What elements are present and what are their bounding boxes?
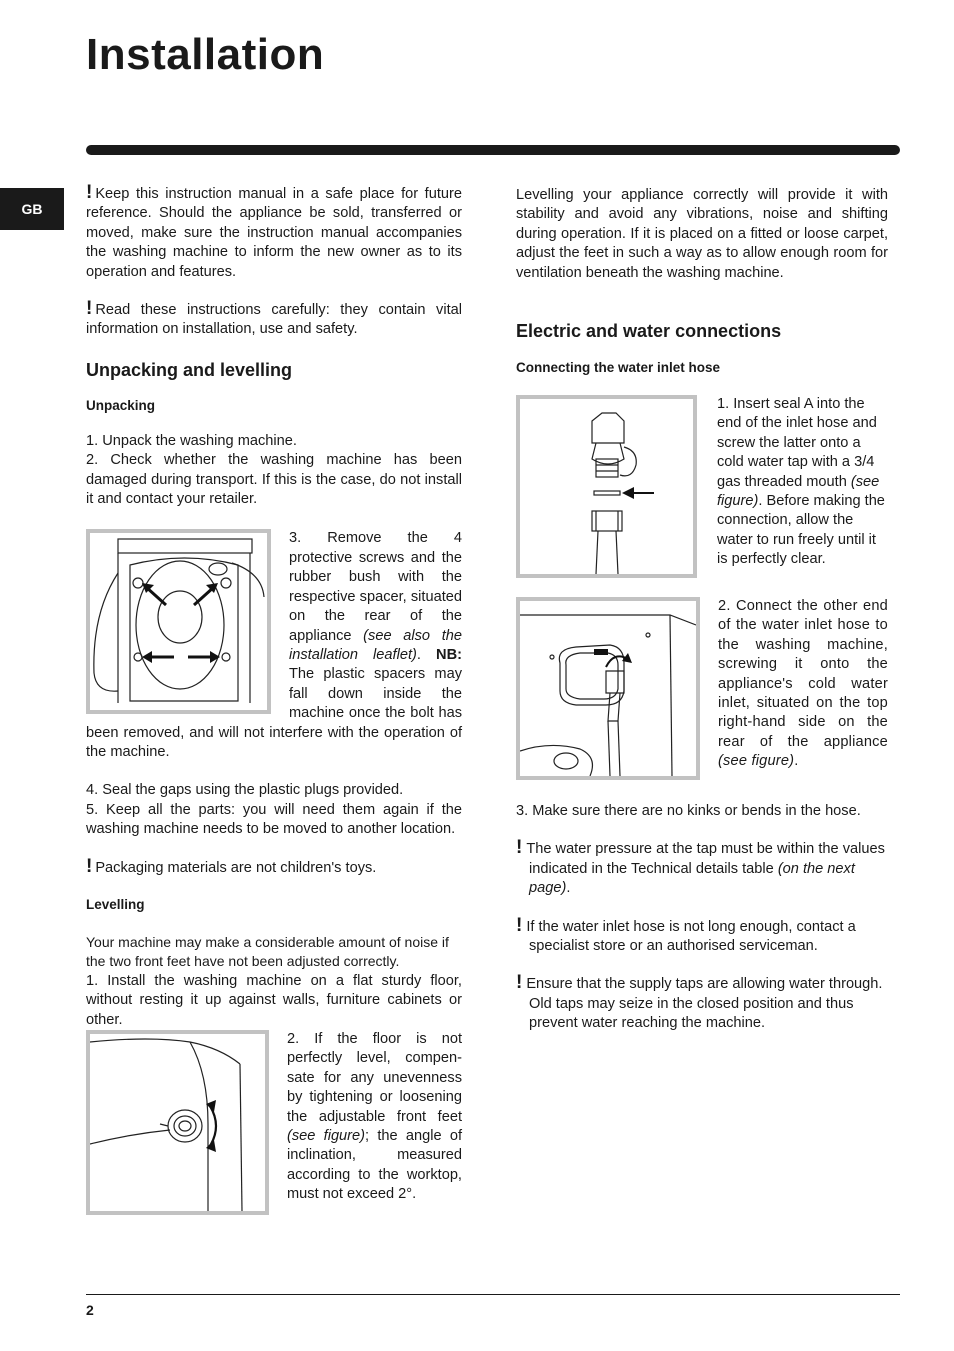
levelling-step-1: 1. Install the washing machine on a flat sturdy floor, without resting it up against walls, furniture cabinets or other.	[86, 972, 462, 1028]
levelling-subheading: Levelling	[86, 896, 145, 912]
pressure-warning: ! The water pressure at the tap must be within the values indicated in the Technical details table (on the next page).	[516, 837, 885, 897]
footer-rule	[86, 1294, 900, 1295]
page-title: Installation	[86, 30, 325, 79]
hose-step-2: 2. Connect the other end of the water inlet hose to the washing machine, screwing it onto the appliance's cold water inlet, situated on the top right-hand side on the rear of the appliance (see figure).	[718, 598, 888, 770]
warning-icon: !	[516, 914, 523, 936]
levelling-paragraph: Levelling your appliance correctly will provide it with stability and avoid any vibrations, noise and shifting during operation. If it is placed on a fitted or loose carpet, adjust the feet in such a way as to allow enough room for ventilation beneath the washing machine.	[516, 187, 888, 281]
inlet-hose-subheading: Connecting the water inlet hose	[516, 360, 721, 376]
machine-inlet-figure	[516, 597, 700, 780]
warning-icon: !	[86, 298, 93, 320]
unpack-step-1: 1. Unpack the washing machine.	[86, 432, 297, 449]
language-tab: GB	[0, 188, 64, 230]
unpack-step-2: 2. Check whether the washing machine has been damaged during transport. If this is the case, do not install it and contact your retailer.	[86, 452, 462, 508]
intro-paragraph-1: ! Keep this instruction manual in a safe place for future reference. Should the appliance be sold, transferred or moved, make sure the instruction manual accompanies the washing machine to inform the new owner as to its operation and features.	[86, 182, 462, 280]
supply-tap-warning: ! Ensure that the supply taps are allowing water through. Old taps may seize in the closed position and thus prevent water reaching the machine.	[516, 972, 883, 1032]
rear-view-figure	[86, 529, 271, 714]
unpacking-subheading: Unpacking	[86, 397, 156, 413]
unpack-step-3: 3. Remove the 4 protective screws and the rubber bush with the respective spacer, situated on the rear of the appliance (see also the installation leaflet). NB: The plastic spacers may fall down inside the machine once the bolt has been removed, and will not interfere with the operation of the machine.	[86, 530, 462, 760]
page-number: 2	[86, 1302, 94, 1318]
levelling-step-2: 2. If the floor is not perfectly level, compen-sate for any unevenness by tightening or loosening the adjustable front feet (see figure); the angle of inclination, measured according to the worktop, must not exceed 2°.	[287, 1031, 462, 1203]
warning-icon: !	[516, 972, 523, 994]
warning-icon: !	[86, 855, 93, 877]
hose-step-1: 1. Insert seal A into the end of the inlet hose and screw the latter onto a cold water tap with a 3/4 gas threaded mouth (see figure). Before making the connection, allow the water to run freely until it is perfectly clear.	[717, 396, 885, 568]
adjustable-feet-figure	[86, 1030, 269, 1215]
hose-length-warning: ! If the water inlet hose is not long enough, contact a specialist store or an authorised serviceman.	[516, 914, 856, 955]
left-column	[86, 182, 462, 1215]
unpack-step-5: 5. Keep all the parts: you will need them again if the washing machine needs to be moved to another location.	[86, 801, 462, 838]
levelling-intro: Your machine may make a considerable amount of noise if the two front feet have not been adjusted correctly.	[86, 933, 449, 970]
connections-heading: Electric and water connections	[516, 321, 782, 342]
hose-step-3: 3. Make sure there are no kinks or bends in the hose.	[516, 803, 861, 820]
title-rule	[86, 145, 900, 155]
warning-icon: !	[86, 182, 93, 203]
packaging-warning: ! Packaging materials are not children's toys.	[86, 855, 377, 877]
unpacking-heading: Unpacking and levelling	[86, 359, 293, 380]
warning-icon: !	[516, 837, 523, 859]
tap-connection-figure	[516, 395, 697, 578]
right-column	[516, 186, 888, 1034]
intro-paragraph-2: ! Read these instructions carefully: they contain vital information on installation, use and safety.	[86, 298, 462, 338]
unpack-step-4: 4. Seal the gaps using the plastic plugs provided.	[86, 782, 404, 799]
